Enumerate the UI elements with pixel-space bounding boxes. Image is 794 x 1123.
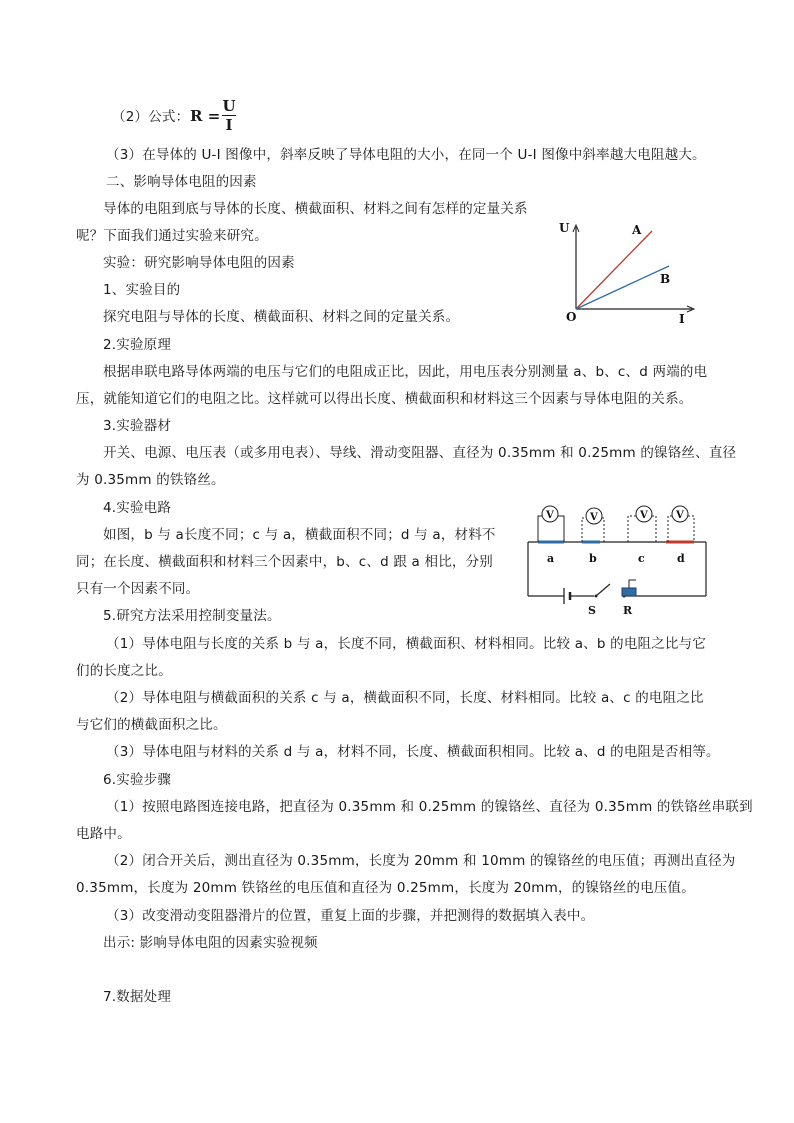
text-line: 根据串联电路导体两端的电压与它们的电阻成正比，因此，用电压表分别测量 a、b、c、d 两端的电 [103, 364, 708, 380]
u-axis-label: U [559, 221, 570, 235]
rheostat-icon [622, 580, 636, 596]
rheostat-label: R [623, 604, 633, 617]
text-line: （3）在导体的 U-I 图像中，斜率反映了导体电阻的大小，在同一个 U-I 图像中斜率越大电阻越大。 [106, 147, 706, 163]
segment-label-d: d [677, 552, 685, 565]
voltmeter-label: V [546, 510, 554, 521]
voltmeter-a [538, 506, 564, 542]
switch-label: S [588, 604, 596, 617]
text-line: 开关、电源、电压表（或多用电表）、导线、滑动变阻器、直径为 0.35mm 和 0.25mm 的镍铬丝、直径 [103, 445, 737, 461]
text-line: 0.35mm，长度为 20mm 铁铬丝的电压值和直径为 0.25mm，长度为 20mm，的镍铬丝的电压值。 [76, 880, 695, 896]
text-line: 与它们的横截面积之比。 [76, 717, 227, 733]
formula-fraction [222, 97, 236, 134]
text-line: （2）导体电阻与横截面积的关系 c 与 a，横截面积不同，长度、材料相同。比较 a、c 的电阻之比 [106, 690, 704, 706]
segment-label-a: a [547, 552, 555, 565]
text-line: 们的长度之比。 [76, 663, 172, 679]
subsection-heading: 1、实验目的 [103, 282, 181, 298]
switch-icon [595, 584, 626, 598]
subsection-heading: 5.研究方法采用控制变量法。 [103, 608, 281, 624]
formula-lhs: R = [190, 107, 221, 125]
text-line: 导体的电阻到底与导体的长度、横截面积、材料之间有怎样的定量关系 [103, 201, 528, 217]
text-line: （1）按照电路图连接电路，把直径为 0.35mm 和 0.25mm 的镍铬丝、直径为 0.35mm 的铁铬丝串联到 [106, 799, 753, 815]
text-line: 电路中。 [76, 826, 131, 842]
ui-graph [552, 217, 702, 327]
segment-label-c: c [638, 552, 645, 565]
voltmeter-d [668, 506, 694, 542]
voltmeter-label: V [640, 510, 648, 521]
line-b-label: B [660, 272, 671, 286]
text-line: （2）闭合开关后，测出直径为 0.35mm，长度为 20mm 和 10mm 的镍铬丝的电压值；再测出直径为 [106, 853, 736, 869]
origin-label: O [566, 310, 577, 324]
text-line: 为 0.35mm 的铁铬丝。 [76, 472, 225, 488]
circuit-diagram [518, 500, 708, 620]
formula-label: （2）公式： [112, 109, 190, 125]
text-line: （3）改变滑动变阻器滑片的位置，重复上面的步骤，并把测得的数据填入表中。 [106, 908, 595, 924]
text-line: （3）导体电阻与材料的关系 d 与 a，材料不同，长度、横截面积相同。比较 a、d 的电阻是否相等。 [106, 744, 720, 760]
voltmeter-c [628, 506, 656, 542]
subsection-heading: 2.实验原理 [103, 337, 172, 353]
text-line: 只有一个因素不同。 [76, 581, 200, 597]
text-line: 同；在长度、横截面积和材料三个因素中，b、c、d 跟 a 相比，分别 [76, 554, 494, 570]
subsection-heading: 6.实验步骤 [103, 772, 172, 788]
formula-denominator: I [225, 116, 233, 134]
text-line: 探究电阻与导体的长度、横截面积、材料之间的定量关系。 [103, 309, 460, 325]
line-a [576, 231, 652, 309]
text-line: 出示: 影响导体电阻的因素实验视频 [103, 935, 318, 951]
voltmeter-b [582, 508, 604, 542]
text-line: 如图，b 与 a长度不同；c 与 a，横截面积不同；d 与 a，材料不 [103, 527, 496, 543]
i-axis-label: I [679, 312, 685, 326]
voltmeter-label: V [676, 510, 684, 521]
section-heading: 二、影响导体电阻的因素 [106, 174, 257, 190]
subsection-heading: 3.实验器材 [103, 418, 172, 434]
voltmeter-label: V [590, 512, 598, 523]
line-b [576, 266, 669, 309]
text-line: 压，就能知道它们的电阻之比。这样就可以得出长度、横截面积和材料这三个因素与导体电阻的关系。 [76, 391, 693, 407]
battery-icon [564, 588, 576, 604]
formula-numerator: U [222, 97, 236, 115]
segment-label-b: b [589, 552, 597, 565]
text-line: 呢？下面我们通过实验来研究。 [76, 228, 268, 244]
text-line: 实验：研究影响导体电阻的因素 [103, 255, 295, 271]
text-line: （1）导体电阻与长度的关系 b 与 a，长度不同，横截面积、材料相同。比较 a、b 的电阻之比与它 [106, 636, 707, 652]
line-a-label: A [632, 223, 642, 237]
subsection-heading: 7.数据处理 [103, 989, 172, 1005]
subsection-heading: 4.实验电路 [103, 500, 172, 516]
